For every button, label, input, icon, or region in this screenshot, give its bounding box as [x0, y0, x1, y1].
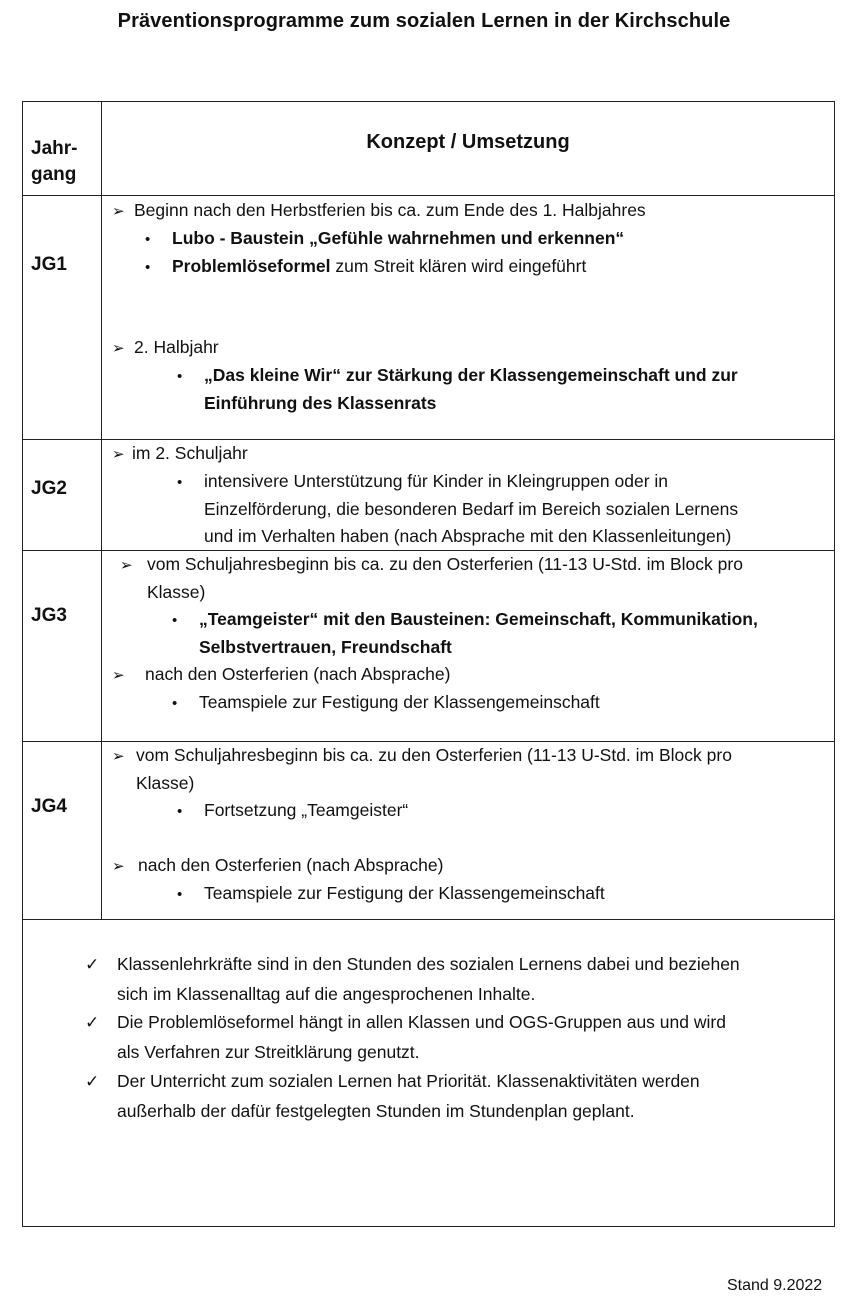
checkmark-icon: ✓: [85, 955, 100, 974]
table-header-row: [23, 102, 835, 196]
jg3-subitem-2: • Teamspiele zur Festigung der Klassengemeinschaft: [120, 689, 834, 717]
jg2-subitem-1-cont3: und im Verhalten haben (nach Absprache mit den Klassenleitungen): [204, 526, 732, 546]
note-2-cont: als Verfahren zur Streitklärung genutzt.: [117, 1042, 420, 1063]
concept-cell-jg4: [102, 742, 835, 920]
bullet-icon: •: [145, 231, 151, 248]
note-1-cont: sich im Klassenalltag auf die angesprochenen Inhalte.: [117, 983, 536, 1004]
year-label-jg3: JG3: [23, 551, 102, 742]
header-concept: Konzept / Umsetzung: [102, 102, 835, 196]
arrow-icon: ➢: [112, 446, 125, 463]
jg1-subitem-1: • Lubo - Baustein „Gefühle wahrnehmen und erkennen“: [112, 225, 834, 253]
checkmark-icon: ✓: [85, 1071, 100, 1091]
notes-cell: [23, 920, 835, 1227]
header-year-line1: Jahr-: [31, 138, 78, 159]
jg4-item-1-cont: Klasse): [136, 773, 195, 793]
jg4-subitem-1: • Fortsetzung „Teamgeister“: [112, 797, 834, 825]
jg2-item-1: ➢ im 2. Schuljahr: [112, 440, 834, 468]
bullet-icon: •: [177, 474, 183, 491]
jg3-item-1-cont: Klasse): [147, 582, 206, 602]
bullet-icon: •: [145, 259, 151, 276]
jg4-subitem-2: • Teamspiele zur Festigung der Klassengemeinschaft: [112, 880, 834, 908]
note-1: ✓ Klassenlehrkräfte sind in den Stunden des sozialen Lernens dabei und beziehen: [85, 950, 834, 980]
arrow-icon: ➢: [112, 748, 125, 765]
checkmark-icon: ✓: [85, 1013, 100, 1033]
table-row-jg4: [23, 742, 835, 920]
revision-date: Stand 9.2022: [727, 1277, 823, 1294]
document-title: Präventionsprogramme zum sozialen Lernen in der Kirchschule: [117, 10, 731, 32]
concept-cell-jg2: [102, 440, 835, 551]
table-row-jg2: [23, 440, 835, 551]
arrow-icon: ➢: [120, 557, 133, 574]
year-label-jg1: JG1: [23, 196, 102, 440]
jg2-subitem-1: • intensivere Unterstützung für Kinder in Kleingruppen oder in: [112, 468, 834, 496]
program-table: [22, 101, 835, 1227]
concept-cell-jg1: [102, 196, 835, 440]
arrow-icon: ➢: [112, 340, 125, 357]
note-2: ✓ Die Problemlöseformel hängt in allen Klassen und OGS-Gruppen aus und wird: [85, 1008, 834, 1038]
jg4-item-2: ➢ nach den Osterferien (nach Absprache): [112, 852, 834, 880]
jg2-subitem-1-cont2: Einzelförderung, die besonderen Bedarf im Bereich sozialen Lernens: [204, 499, 739, 519]
note-3-cont: außerhalb der dafür festgelegten Stunden im Stundenplan geplant.: [117, 1100, 635, 1121]
year-label-jg4: JG4: [23, 742, 102, 920]
bullet-icon: •: [177, 368, 183, 385]
table-row-jg3: [23, 551, 835, 742]
year-label-jg2: JG2: [23, 440, 102, 551]
note-3: ✓ Der Unterricht zum sozialen Lernen hat Priorität. Klassenaktivitäten werden: [85, 1067, 834, 1097]
bullet-icon: •: [172, 695, 178, 712]
jg1-subitem-3: • „Das kleine Wir“ zur Stärkung der Klassengemeinschaft und zur: [112, 362, 834, 390]
jg1-item-1: ➢ Beginn nach den Herbstferien bis ca. zum Ende des 1. Halbjahres: [112, 197, 834, 225]
arrow-icon: ➢: [112, 667, 125, 684]
jg1-item-2: ➢ 2. Halbjahr: [112, 334, 834, 362]
jg3-item-1: ➢ vom Schuljahresbeginn bis ca. zu den Osterferien (11-13 U-Std. im Block pro: [120, 551, 834, 579]
table-row-jg1: [23, 196, 835, 440]
jg3-item-2: ➢ nach den Osterferien (nach Absprache): [112, 661, 834, 689]
jg1-subitem-3-cont: Einführung des Klassenrats: [204, 393, 437, 413]
concept-cell-jg3: [102, 551, 835, 742]
jg4-item-1: ➢ vom Schuljahresbeginn bis ca. zu den Osterferien (11-13 U-Std. im Block pro: [112, 742, 834, 770]
jg1-subitem-2: • Problemlöseformel zum Streit klären wird eingeführt: [112, 253, 834, 281]
jg3-subitem-1-cont: Selbstvertrauen, Freundschaft: [199, 637, 452, 657]
arrow-icon: ➢: [112, 858, 125, 875]
header-year: [23, 102, 102, 196]
arrow-icon: ➢: [112, 203, 125, 220]
jg3-subitem-1: • „Teamgeister“ mit den Bausteinen: Gemeinschaft, Kommunikation,: [120, 606, 834, 634]
bullet-icon: •: [172, 612, 178, 629]
header-year-line2: gang: [31, 164, 77, 185]
bullet-icon: •: [177, 886, 183, 903]
table-row-notes: [23, 920, 835, 1227]
bullet-icon: •: [177, 803, 183, 820]
